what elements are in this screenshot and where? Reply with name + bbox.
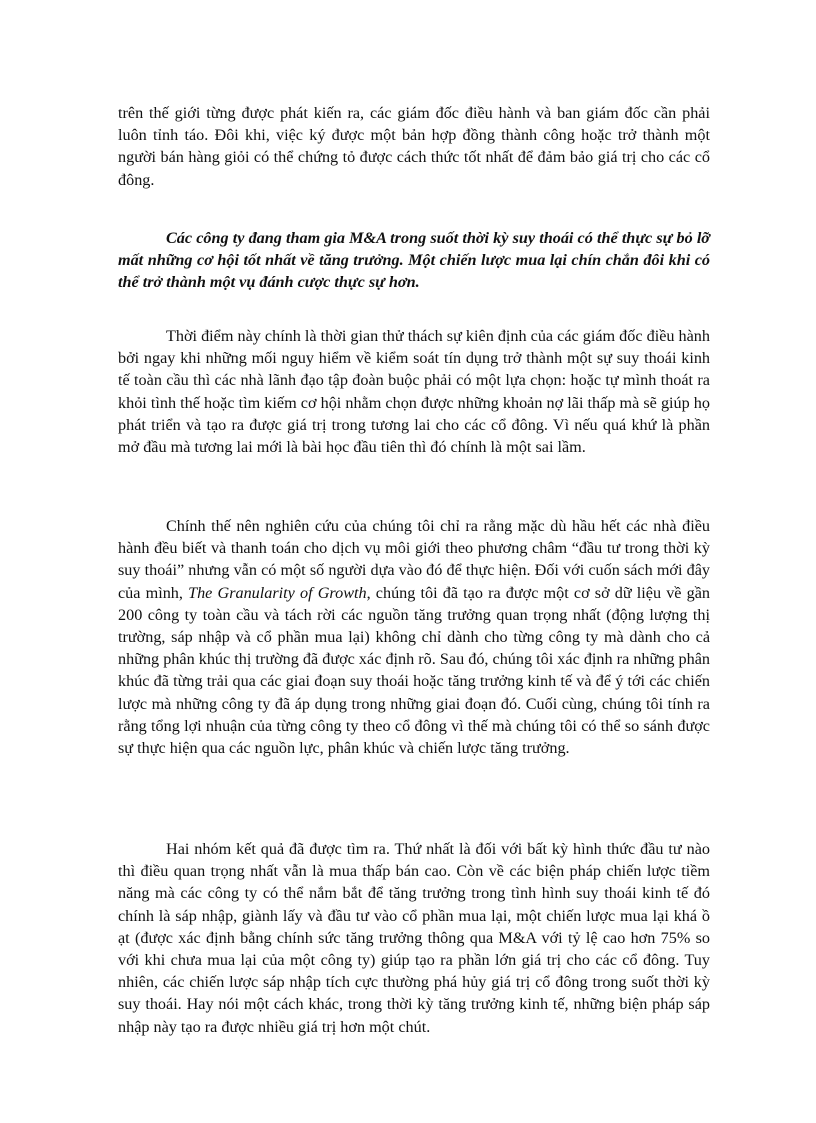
paragraph-highlight-quote: Các công ty đang tham gia M&A trong suốt thời kỳ suy thoái có thể thực sự bỏ lỡ mất những cơ hội tốt nhất về tăng trưởng. Một chiến lược mua lại chín chắn đôi khi có thể trở thành một vụ đánh cược thực sự hơn. (118, 229, 710, 292)
book-title: The Granularity of Growth (188, 583, 367, 602)
paragraph-leadership-test: Thời điểm này chính là thời gian thử thách sự kiên định của các giám đốc điều hành bởi ngay khi những mối nguy hiểm về kiểm soát tín dụng trở thành một sự suy thoái kinh tế toàn cầu thì các nhà lãnh đạo tập đoàn buộc phải có một lựa chọn: hoặc tự mình thoát ra khỏi tình thế hoặc tìm kiếm cơ hội nhằm chọn được những khoản nợ lãi thấp mà sẽ giúp họ phát triển và tạo ra được giá trị trong tương lai cho các cổ đông. Vì nếu quá khứ là phần mở đầu mà tương lai mới là bài học đầu tiên thì đó chính là một sai lầm. (118, 327, 710, 457)
paragraph-research (118, 515, 710, 759)
paragraph-continuation: trên thế giới từng được phát kiến ra, các giám đốc điều hành và ban giám đốc cần phải luôn tỉnh táo. Đôi khi, việc ký được một bản hợp đồng thành công hoặc trở thành một người bán hàng giỏi có thể chứng tỏ được cách thức tốt nhất để đảm bảo giá trị cho các cổ đông. (118, 104, 710, 189)
paragraph-findings: Hai nhóm kết quả đã được tìm ra. Thứ nhất là đối với bất kỳ hình thức đầu tư nào thì điều quan trọng nhất vẫn là mua thấp bán cao. Còn về các biện pháp chiến lược tiềm năng mà các công ty có thể nắm bắt để tăng trưởng trong tình hình suy thoái kinh tế đó chính là sáp nhập, giành lấy và đầu tư vào cổ phần mua lại, một chiến lược mua lại khá ồ ạt (được xác định bằng chính sức tăng trưởng thông qua M&A với tỷ lệ cao hơn 75% so với khi chưa mua lại của một công ty) giúp tạo ra phần lớn giá trị cho các cổ đông. Tuy nhiên, các chiến lược sáp nhập tích cực thường phá hủy giá trị cổ đông trong suốt thời kỳ suy thoái. Hay nói một cách khác, trong thời kỳ tăng trưởng kinh tế, những biện pháp sáp nhập này tạo ra được nhiều giá trị hơn một chút. (118, 840, 710, 1036)
paragraph-research-text-before: Chính thế nên nghiên cứu của chúng tôi chỉ ra rằng mặc dù hầu hết các nhà điều hành đều biết và thanh toán cho dịch vụ môi giới theo phương châm “đầu tư trong thời kỳ suy thoái” nhưng vẫn có một số người dựa vào đó để thực hiện. Đối với cuốn sách mới đây của mình, (118, 517, 710, 602)
paragraph-research-text-after: , chúng tôi đã tạo ra được một cơ sở dữ liệu về gần 200 công ty toàn cầu và tách rời các nguồn tăng trưởng quan trọng nhất (động lượng thị trường, sáp nhập và cổ phần mua lại) không chỉ dành cho từng công ty mà dành cho cả những phân khúc thị trường đã được xác định rõ. Sau đó, chúng tôi xác định ra những phân khúc đã từng trải qua các giai đoạn suy thoái hoặc tăng trưởng kinh tế và để ý tới các chiến lược mà những công ty đã áp dụng trong những giai đoạn đó. Cuối cùng, chúng tôi tính ra rằng tổng lợi nhuận của từng công ty theo cổ đông vì thế mà chúng tôi có thể so sánh được sự thực hiện qua các nguồn lực, phân khúc và chiến lược tăng trưởng. (118, 583, 710, 758)
